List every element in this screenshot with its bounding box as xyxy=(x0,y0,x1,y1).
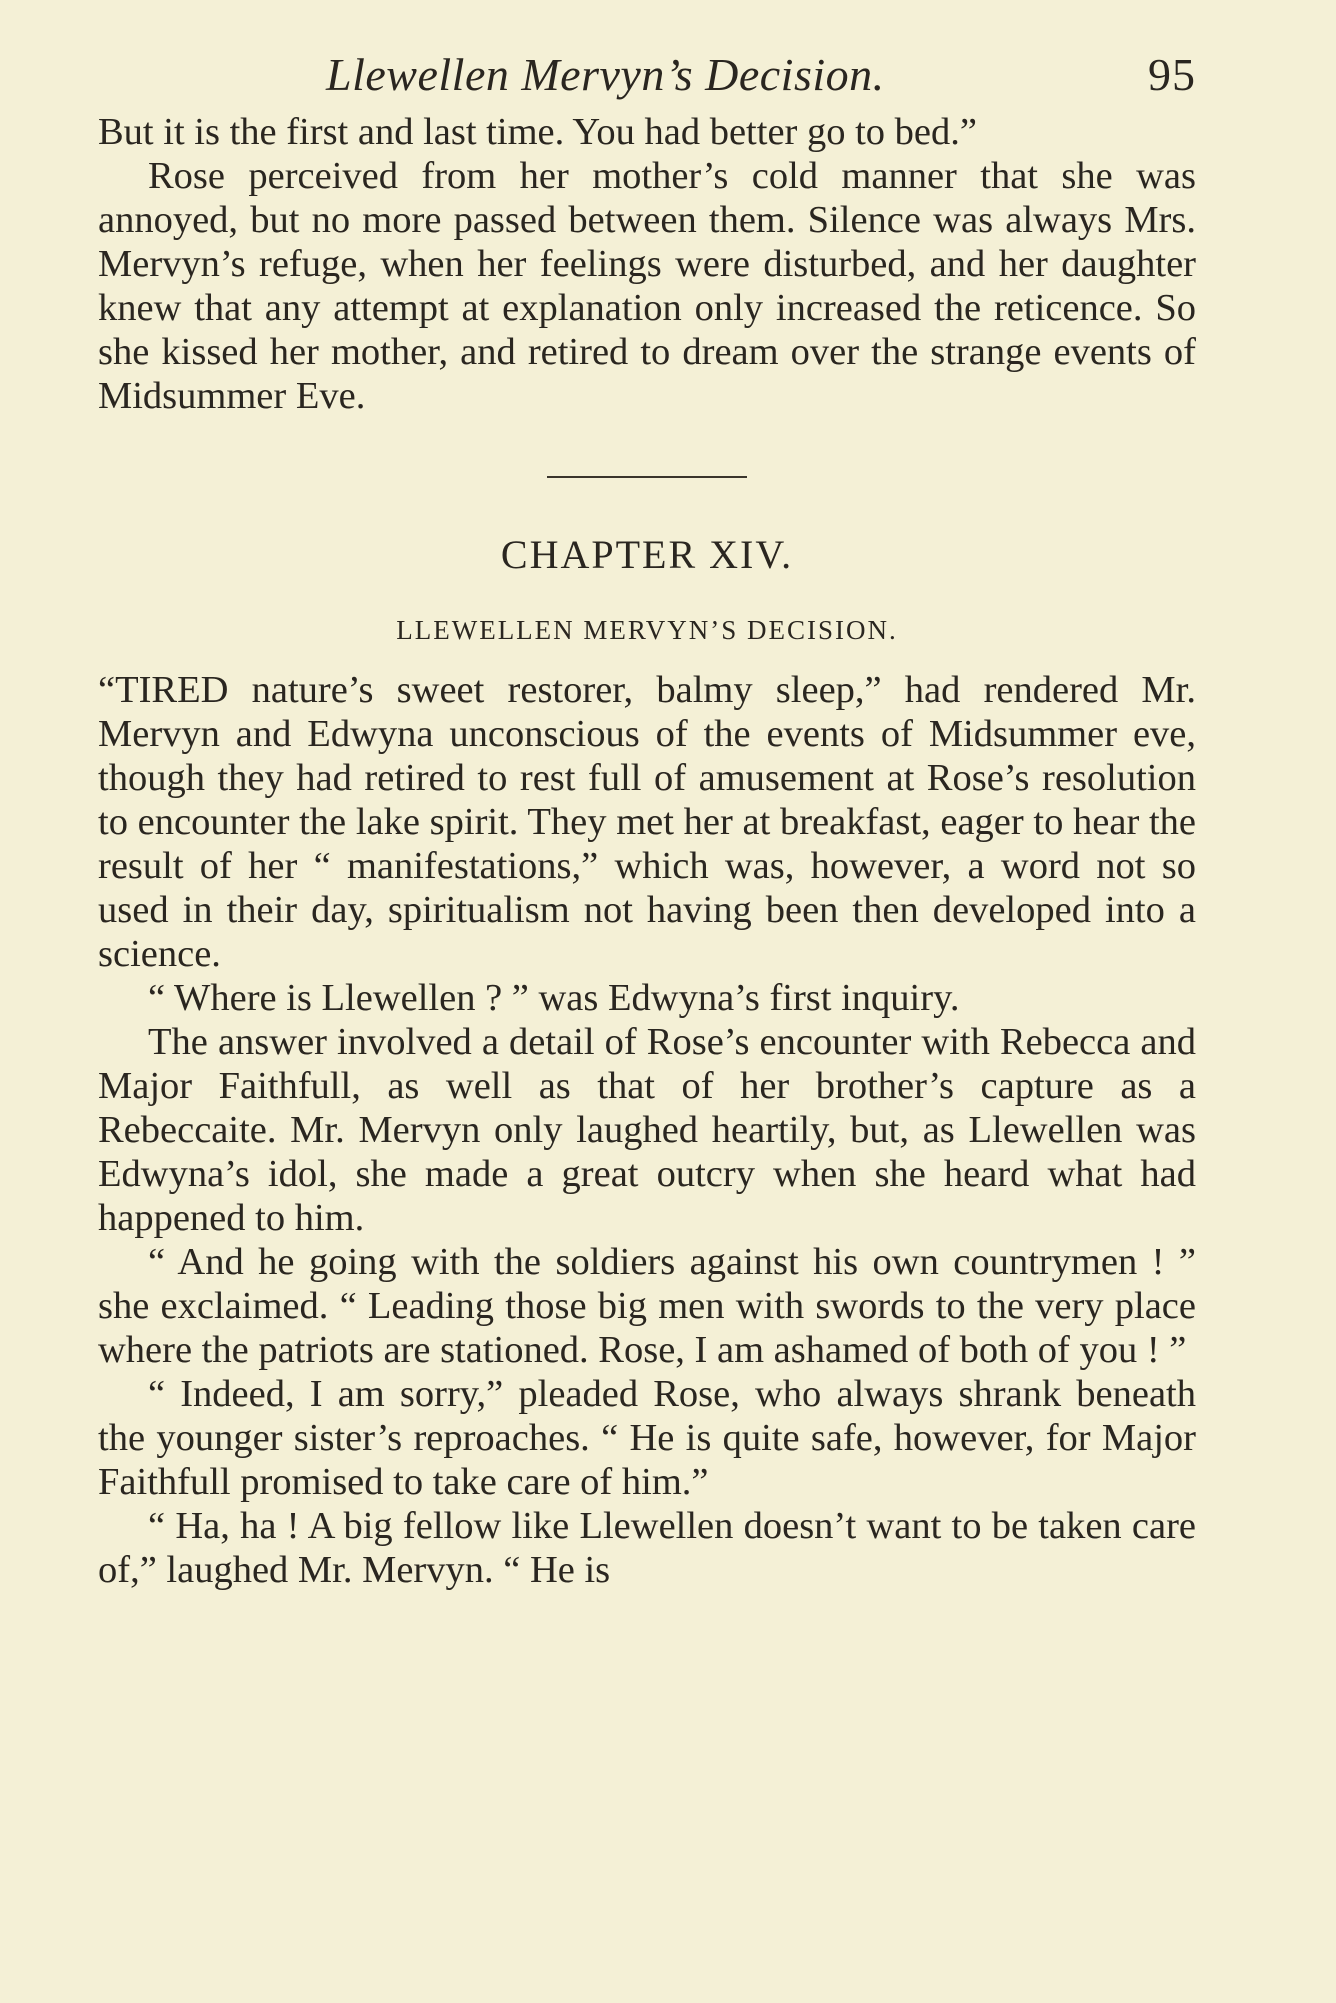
paragraph: “TIRED nature’s sweet restorer, balmy sleep,” had rendered Mr. Mervyn and Edwyna unconscious of the events of Midsummer eve, though they had retired to rest full of amusement at Rose’s resolution to encounter the lake spirit. They met her at breakfast, eager to hear the result of her “ manifestations,” which was, however, a word not so used in their day, spiritualism not having been then developed into a science. xyxy=(98,669,1196,975)
running-title: Llewellen Mervyn’s Decision. xyxy=(326,49,885,100)
paragraph: Rose perceived from her mother’s cold manner that she was annoyed, but no more passed between them. Silence was always Mrs. Mervyn’s refuge, when her feelings were disturbed, and her daughter knew that any attempt at explanation only increased the reticence. So she kissed her mother, and retired to dream over the strange events of Midsummer Eve. xyxy=(98,155,1196,417)
paragraph: “ Ha, ha ! A big fellow like Llewellen doesn’t want to be taken care of,” laughed Mr. Mervyn. “ He is xyxy=(98,1505,1196,1591)
page-number: 95 xyxy=(1148,49,1196,100)
running-head xyxy=(98,40,1196,110)
section-divider-rule xyxy=(547,476,747,478)
previous-chapter-ending xyxy=(98,110,1196,418)
paragraph: “ Indeed, I am sorry,” pleaded Rose, who always shrank beneath the younger sister’s reproaches. “ He is quite safe, however, for Major Faithfull promised to take care of him.” xyxy=(98,1373,1196,1503)
paragraph: “ And he going with the soldiers against his own countrymen ! ” she exclaimed. “ Leading those big men with swords to the very place where the patriots are stationed. Rose, I am ashamed of both of you ! ” xyxy=(98,1241,1196,1371)
paragraph: But it is the first and last time. You had better go to bed.” xyxy=(98,111,977,153)
paragraph: “ Where is Llewellen ? ” was Edwyna’s first inquiry. xyxy=(148,977,960,1019)
chapter-body xyxy=(98,668,1196,1592)
chapter-subtitle: LLEWELLEN MERVYN’S DECISION. xyxy=(396,615,898,645)
paragraph: The answer involved a detail of Rose’s encounter with Rebecca and Major Faithfull, as well as that of her brother’s capture as a Rebeccaite. Mr. Mervyn only laughed heartily, but, as Llewellen was Edwyna’s idol, she made a great outcry when she heard what had happened to him. xyxy=(98,1021,1196,1239)
book-page xyxy=(98,40,1196,1592)
chapter-heading: CHAPTER XIV. xyxy=(500,532,794,577)
